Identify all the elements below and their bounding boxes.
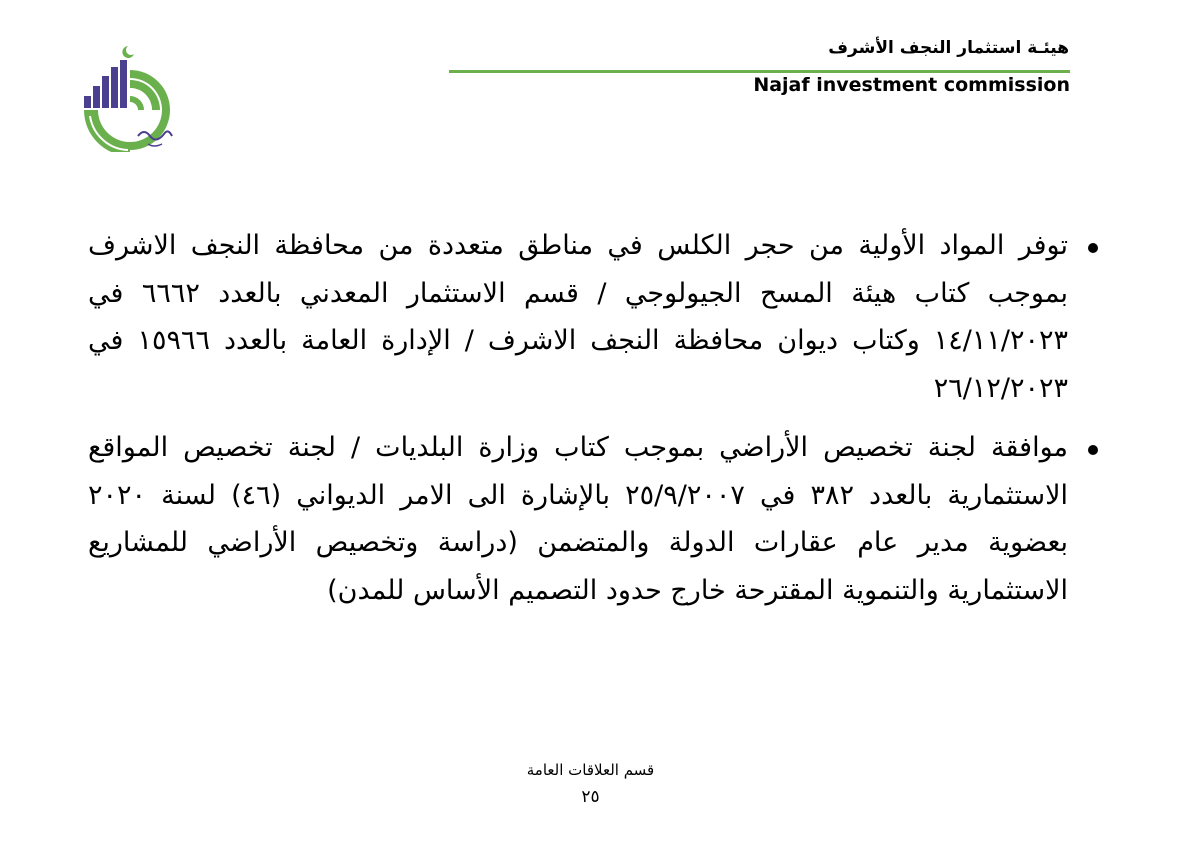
footer-department: قسم العلاقات العامة xyxy=(526,761,655,779)
header-title-english: Najaf investment commission xyxy=(753,74,1070,96)
page-number: ٢٥ xyxy=(581,787,600,807)
commission-logo-graphic xyxy=(78,40,182,152)
bullet-item-raw-materials xyxy=(88,222,1098,412)
bullet-icon xyxy=(1088,445,1098,455)
bullet-icon xyxy=(1088,243,1098,253)
bullet-text: موافقة لجنة تخصيص الأراضي بموجب كتاب وزارة البلديات / لجنة تخصيص المواقع الاستثمارية بالعدد ٣٨٢ في ٢٥/٩/٢٠٠٧ بالإشارة الى الامر الديواني (٤٦) لسنة ٢٠٢٠ بعضوية مدير عام عقارات الدولة والمتضمن (دراسة وتخصيص الأراضي للمشاريع الاستثمارية والتنموية المقترحة خارج حدود التصميم الأساس للمدن) xyxy=(88,432,1068,606)
commission-logo xyxy=(78,40,182,152)
document-body xyxy=(88,222,1098,626)
header-divider xyxy=(449,70,1070,73)
bullet-text: توفر المواد الأولية من حجر الكلس في مناطق متعددة من محافظة النجف الاشرف بموجب كتاب هيئة المسح الجيولوجي / قسم الاستثمار المعدني بالعدد ٦٦٦٢ في ١٤/١١/٢٠٢٣ وكتاب ديوان محافظة النجف الاشرف / الإدارة العامة بالعدد ١٥٩٦٦ في ٢٦/١٢/٢٠٢٣ xyxy=(88,230,1068,404)
bullet-item-land-allocation xyxy=(88,424,1098,614)
header-title-arabic: هيئـة استثمار النجف الأشرف xyxy=(828,38,1069,58)
